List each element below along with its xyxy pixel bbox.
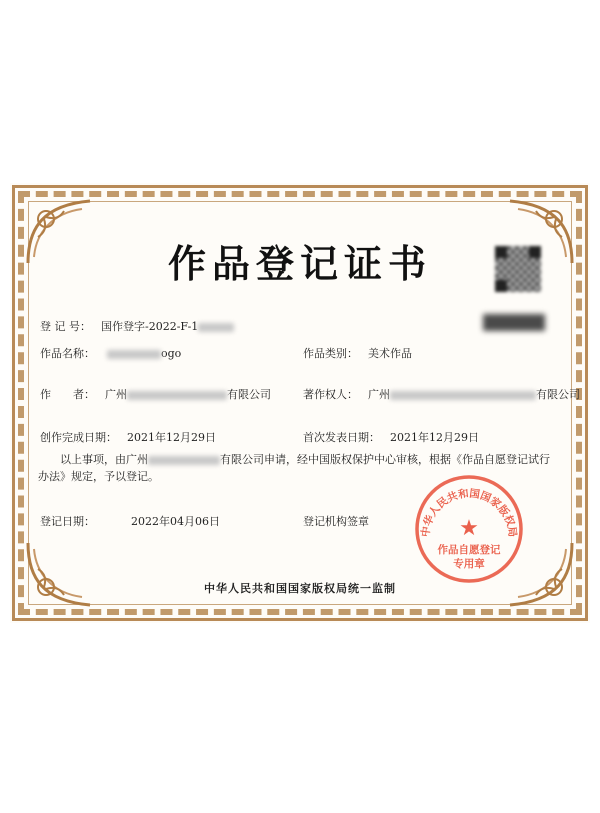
seal-line2: 专用章 [453,558,485,570]
created-label: 创作完成日期： [40,431,117,444]
work-type-label: 作品类别： [303,347,358,360]
seal-star: ★ [459,516,479,541]
reg-no-row [40,318,234,334]
agency-sign-label: 登记机构签章 [303,515,369,528]
agency-sign-row [303,513,369,529]
work-name-row [40,345,181,361]
reg-date-value: 2022年04月06日 [131,515,220,528]
certificate [10,183,590,623]
owner-row [303,386,580,402]
footer-text: 中华人民共和国国家版权局统一监制 [204,582,396,595]
work-name-label: 作品名称： [40,347,95,360]
author-label: 作 者： [40,388,95,401]
reg-no-label: 登 记 号： [40,320,91,333]
qr-code-icon [495,246,541,292]
reg-no-value: 国作登字-2022-F-1 [101,320,199,333]
official-seal-icon [413,473,525,585]
work-type-value: 美术作品 [368,347,412,360]
created-value: 2021年12月29日 [127,431,216,444]
owner-prefix: 广州 [368,388,390,401]
redacted-text [127,391,227,400]
corner-ornament-icon [24,539,94,609]
published-value: 2021年12月29日 [390,431,479,444]
redacted-text [198,323,234,332]
seal-ring-text: 中华人民共和国国家版权局 [419,487,519,538]
redacted-text [107,350,161,359]
created-date-row [40,429,216,445]
author-prefix: 广州 [105,388,127,401]
published-label: 首次发表日期： [303,431,380,444]
published-date-row [303,429,479,445]
redacted-text [148,456,220,465]
owner-suffix: 有限公司 [536,388,580,401]
work-type-row [303,345,412,361]
redacted-serial [483,314,545,331]
owner-label: 著作权人： [303,388,358,401]
work-name-value: ogo [161,347,182,360]
reg-date-label: 登记日期： [40,515,95,528]
statement-prefix: 以上事项，由广州 [60,453,148,466]
redacted-text [390,391,536,400]
reg-date-row [40,513,220,529]
statement-suffix: 有限公司申请，经中国版权保护中心审核，根据《作品自愿登记试行办法》规定，予以登记。 [38,453,550,483]
seal-line1: 作品自愿登记 [437,544,501,556]
certificate-title: 作品登记证书 [167,241,432,286]
author-row [40,386,271,402]
author-suffix: 有限公司 [227,388,271,401]
